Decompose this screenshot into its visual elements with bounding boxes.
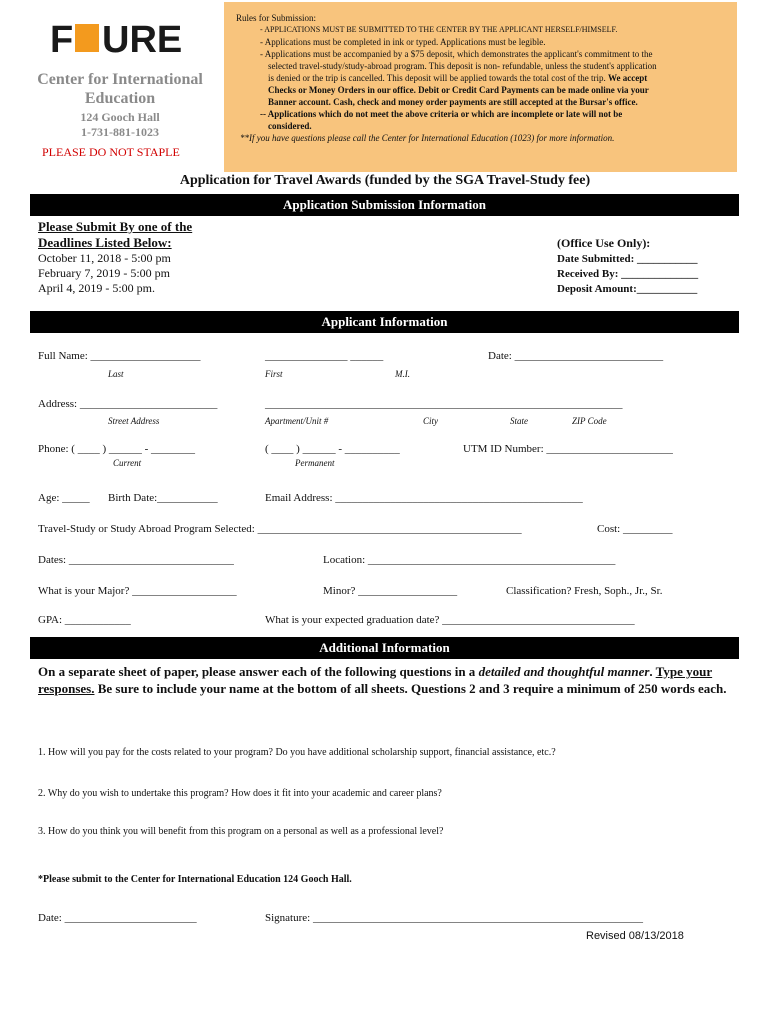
- center-name: Center for International Education: [37, 71, 203, 107]
- rules-box: [224, 2, 737, 172]
- city-label: City: [423, 416, 438, 426]
- future-logo-graphic: [50, 18, 200, 58]
- revised-date: Revised 08/13/2018: [586, 930, 684, 942]
- instr-a: On a separate sheet of paper, please answer each of the following questions in a: [38, 664, 479, 679]
- deadline-1: October 11, 2018 - 5:00 pm: [38, 251, 171, 265]
- address-field[interactable]: Address: _________________________: [38, 398, 218, 410]
- signature-date-field[interactable]: Date: ________________________: [38, 912, 197, 924]
- phone-line: 1-731-881-1023: [81, 125, 159, 139]
- deadlines-heading: [38, 219, 192, 251]
- birth-date-field[interactable]: Birth Date:___________: [108, 492, 218, 504]
- office-date-submitted: Date Submitted: ___________: [557, 253, 698, 265]
- rule-2: - Applications must be completed in ink or typed. Applications must be legible.: [260, 37, 546, 47]
- program-field[interactable]: Travel-Study or Study Abroad Program Selected: ________________________________________________: [38, 523, 522, 535]
- svg-text:F: F: [50, 19, 74, 58]
- classification-field[interactable]: Classification? Fresh, Soph., Jr., Sr.: [506, 585, 663, 597]
- additional-instructions: [38, 663, 738, 697]
- svg-text:URE: URE: [102, 19, 183, 58]
- email-field[interactable]: Email Address: _____________________________________________: [265, 492, 583, 504]
- utm-id-field[interactable]: UTM ID Number: _______________________: [463, 443, 673, 455]
- gpa-field[interactable]: GPA: ____________: [38, 614, 131, 626]
- first-mi-field[interactable]: _______________ ______: [265, 350, 384, 362]
- section-submission-bar: Application Submission Information: [30, 194, 739, 216]
- section-applicant-bar: Applicant Information: [30, 311, 739, 333]
- submit-note: *Please submit to the Center for International Education 124 Gooch Hall.: [38, 874, 352, 885]
- current-label: Current: [113, 458, 142, 468]
- rule-3c-wrap: [236, 72, 725, 84]
- major-field[interactable]: What is your Major? ___________________: [38, 585, 237, 597]
- graduation-field[interactable]: What is your expected graduation date? ___________________________________: [265, 614, 635, 626]
- rule-3d: We accept: [608, 73, 648, 83]
- rule-3b: selected travel-study/study-abroad program. This deposit is non- refundable, unless the student's application: [268, 61, 657, 71]
- page-title: Application for Travel Awards (funded by the SGA Travel-Study fee): [179, 173, 591, 188]
- rule-4a: -- Applications which do not meet the above criteria or which are incomplete or late will not be: [260, 109, 623, 119]
- phone-current-field[interactable]: Phone: ( ____ ) ______ - ________: [38, 443, 196, 455]
- office-deposit-amount: Deposit Amount:___________: [557, 283, 698, 295]
- office-received-by: Received By: ______________: [557, 268, 699, 280]
- rule-3f: Banner account. Cash, check and money order payments are still accepted at the Bursar's office.: [268, 97, 638, 107]
- address-line: 124 Gooch Hall: [80, 110, 160, 124]
- mi-label: M.I.: [395, 369, 410, 379]
- minor-field[interactable]: Minor? __________________: [323, 585, 458, 597]
- logo-orange-u: [75, 24, 99, 52]
- street-label: Street Address: [108, 416, 160, 426]
- deadlines-heading-2: Deadlines Listed Below:: [38, 235, 172, 250]
- permanent-label: Permanent: [295, 458, 335, 468]
- rule-1: - APPLICATIONS MUST BE SUBMITTED TO THE CENTER BY THE APPLICANT HERSELF/HIMSELF.: [260, 25, 618, 34]
- instr-b: detailed and thoughtful manner: [478, 664, 650, 679]
- last-label: Last: [108, 369, 124, 379]
- instr-c: .: [649, 664, 656, 679]
- office-use-heading: (Office Use Only):: [557, 236, 651, 250]
- section-additional-bar: Additional Information: [30, 637, 739, 659]
- address-line-field[interactable]: _________________________________________________________________: [265, 398, 623, 410]
- question-3: 3. How do you think you will benefit from this program on a personal as well as a professional level?: [38, 826, 444, 837]
- center-address: [30, 110, 210, 140]
- staple-note: PLEASE DO NOT STAPLE: [42, 145, 180, 159]
- state-label: State: [510, 416, 528, 426]
- rule-3c: is denied or the trip is cancelled. This deposit will be applied towards the total cost of the trip.: [268, 73, 606, 83]
- location-field[interactable]: Location: _____________________________________________: [323, 554, 616, 566]
- zip-label: ZIP Code: [572, 416, 607, 426]
- rule-3a: - Applications must be accompanied by a $75 deposit, which demonstrates the applicant's commitment to the: [260, 49, 653, 59]
- date-field[interactable]: Date: ___________________________: [488, 350, 664, 362]
- rule-4b: considered.: [268, 121, 312, 131]
- deadline-3: April 4, 2019 - 5:00 pm.: [38, 281, 155, 295]
- apt-label: Apartment/Unit #: [265, 416, 329, 426]
- question-2: 2. Why do you wish to undertake this program? How does it fit into your academic and career plans?: [38, 788, 442, 799]
- cost-field[interactable]: Cost: _________: [597, 523, 673, 535]
- rules-heading: Rules for Submission:: [236, 13, 317, 23]
- phone-permanent-field[interactable]: ( ____ ) ______ - __________: [265, 443, 400, 455]
- age-field[interactable]: Age: _____: [38, 492, 90, 504]
- full-name-field[interactable]: Full Name: ____________________: [38, 350, 201, 362]
- dates-field[interactable]: Dates: ______________________________: [38, 554, 234, 566]
- future-logo: [50, 18, 200, 58]
- signature-field[interactable]: Signature: ____________________________________________________________: [265, 912, 643, 924]
- instr-e: Be sure to include your name at the bottom of all sheets. Questions 2 and 3 require a minimum of 250 words each.: [94, 681, 727, 696]
- deadline-2: February 7, 2019 - 5:00 pm: [38, 266, 170, 280]
- deadlines-heading-1: Please Submit By one of the: [38, 219, 193, 234]
- instr-d: Type your responses.: [38, 664, 713, 696]
- rule-3e: Checks or Money Orders in our office. Debit or Credit Card Payments can be made online via your: [268, 85, 649, 95]
- rules-note: **If you have questions please call the Center for International Education (1023) for more information.: [240, 133, 615, 143]
- question-1: 1. How will you pay for the costs related to your program? Do you have additional scholarship support, financial assistance, etc.?: [38, 747, 556, 758]
- first-label: First: [265, 369, 283, 379]
